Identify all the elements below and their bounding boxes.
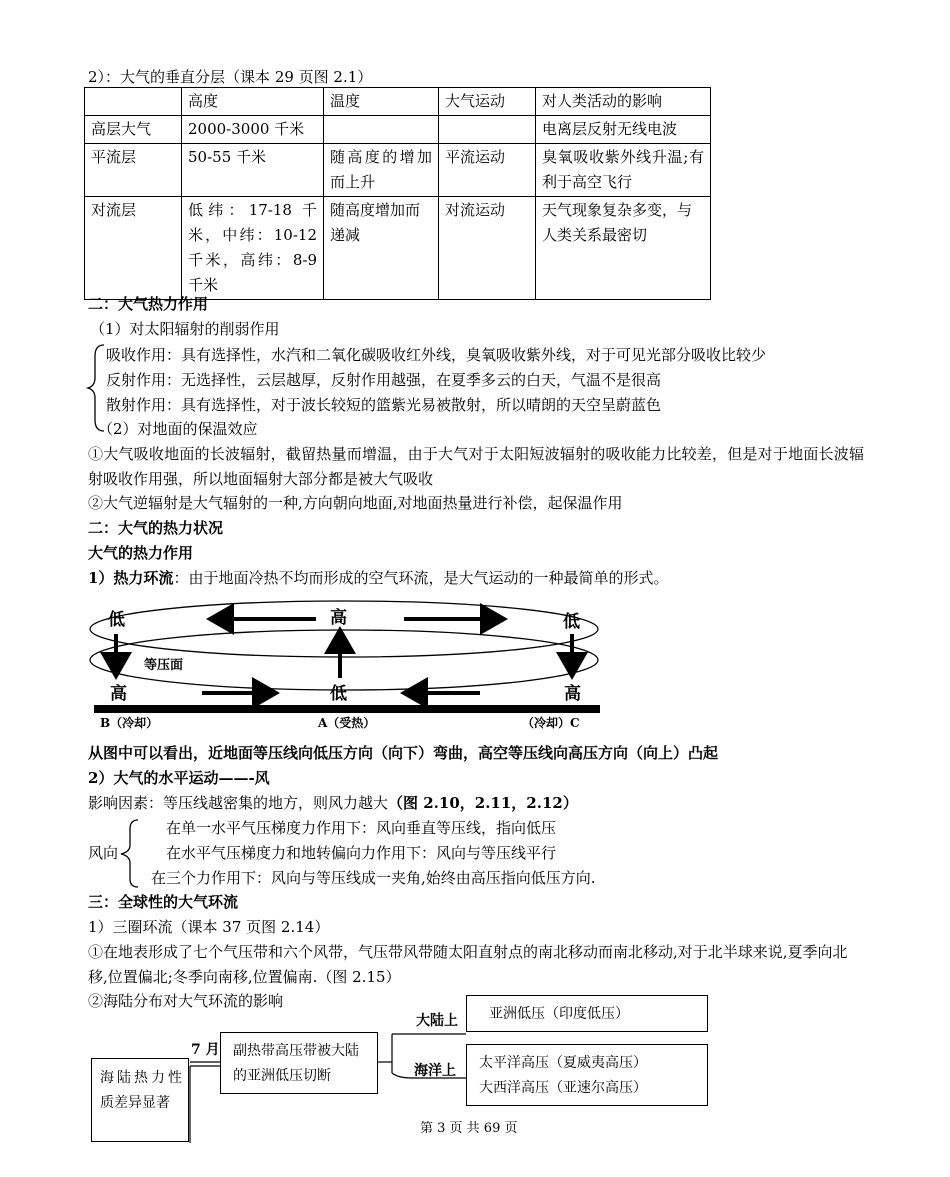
heading-thermal-status: 二：大气的热力状况 xyxy=(88,519,224,537)
table-cell: 高层大气 xyxy=(85,116,182,144)
table-cell: 平流层 xyxy=(85,144,182,197)
paragraph: ①在地表形成了七个气压带和六个风带，气压带风带随太阳直射点的南北移动而南北移动,对于北半球来说,夏季向北移,位置偏北;冬季向南移,位置偏南.（图 2.15） xyxy=(88,943,848,986)
three-cell: 1）三圈环流（课本 37 页图 2.14） xyxy=(88,918,330,936)
flow-sea-box xyxy=(466,1044,708,1106)
sub-weaken: （1）对太阳辐射的削弱作用 xyxy=(90,320,280,338)
table-cell: 平流运动 xyxy=(439,144,536,197)
flow-root-box xyxy=(91,1058,189,1142)
circulation-line xyxy=(88,567,668,588)
section-vertical-title: 2）：大气的垂直分层（课本 29 页图 2.1） xyxy=(88,68,373,86)
brace-icon xyxy=(118,817,140,889)
table-row xyxy=(85,144,711,197)
flow-land-box xyxy=(466,995,708,1032)
heading-thermal-effect: 二：大气热力作用 xyxy=(88,295,209,313)
list-item: 吸收作用：具有选择性，水汽和二氧化碳吸收红外线，臭氧吸收紫外线，对于可见光部分吸收比较少 xyxy=(106,346,767,364)
list-item: 反射作用：无选择性，云层越厚，反射作用越强，在夏季多云的白天，气温不是很高 xyxy=(106,371,662,389)
label-bottom-left: 高 xyxy=(110,684,127,704)
flow-sea-line: 大西洋高压（亚速尔高压） xyxy=(479,1080,647,1096)
paragraph: ①大气吸收地面的长波辐射，截留热量而增温，由于大气对于太阳短波辐射的吸收能力比较差，但是对于地面长波辐射吸收作用强，所以地面辐射大部分都是被大气吸收 xyxy=(88,445,864,488)
table-cell: 对流运动 xyxy=(439,197,536,300)
table-cell xyxy=(324,116,439,144)
heading-thermal-action: 大气的热力作用 xyxy=(88,544,194,562)
wind-factor-text: 影响因素：等压线越密集的地方，则风力越大 xyxy=(88,794,389,812)
list-item: 散射作用：具有选择性，对于波长较短的篮紫光易被散射，所以晴朗的天空呈蔚蓝色 xyxy=(106,396,662,414)
label-top-left: 低 xyxy=(108,610,125,630)
diagram-conclusion: 从图中可以看出，近地面等压线向低压方向（向下）弯曲，高空等压线向高压方向（向上）凸起 xyxy=(88,744,719,762)
flow-land-text: 亚洲低压（印度低压） xyxy=(489,1006,629,1022)
wind-direction-label: 风向 xyxy=(88,844,119,862)
stratification-table xyxy=(84,87,711,300)
table-cell: 低纬：17-18 千米，中纬：10-12 千米，高纬：8-9 千米 xyxy=(182,197,324,300)
flow-month-label: 7 月 xyxy=(191,1042,220,1058)
list-item: 在单一水平气压梯度力作用下：风向垂直等压线，指向低压 xyxy=(166,819,557,837)
table-header-cell: 温度 xyxy=(324,88,439,116)
page-footer: 第 3 页 共 69 页 xyxy=(420,1121,518,1136)
paragraph: ②大气逆辐射是大气辐射的一种,方向朝向地面,对地面热量进行补偿，起保温作用 xyxy=(88,494,623,512)
flow-mid-text: 副热带高压带被大陆的亚洲低压切断 xyxy=(233,1043,359,1084)
list-item: 在水平气压梯度力和地转偏向力作用下：风向与等压线平行 xyxy=(166,844,557,862)
table-row xyxy=(85,116,711,144)
table-cell: 天气现象复杂多变，与人类关系最密切 xyxy=(536,197,711,300)
table-cell: 对流层 xyxy=(85,197,182,300)
table-header-row xyxy=(85,88,711,116)
list-item: 在三个力作用下：风向与等压线成一夹角,始终由高压指向低压方向. xyxy=(151,869,596,887)
label-top-mid: 高 xyxy=(330,608,347,628)
table-cell: 随高度的增加而上升 xyxy=(324,144,439,197)
sub-insulation: （2）对地面的保温效应 xyxy=(98,420,258,438)
circulation-text: ：由于地面冷热不均而形成的空气环流，是大气运动的一种最简单的形式。 xyxy=(173,569,669,587)
land-sea-title: ②海陆分布对大气环流的影响 xyxy=(88,992,284,1010)
table-cell: 随高度增加而递减 xyxy=(324,197,439,300)
flow-sea-line: 太平洋高压（夏威夷高压） xyxy=(479,1055,647,1071)
flow-root-text: 海陆热力性质差异显著 xyxy=(100,1070,182,1111)
flow-sea-label: 海洋上 xyxy=(414,1063,456,1079)
table-cell: 臭氧吸收紫外线升温;有利于高空飞行 xyxy=(536,144,711,197)
wind-figure-ref: （图 2.10，2.11，2.12） xyxy=(388,794,578,812)
circulation-label: 1）热力环流 xyxy=(88,569,174,587)
label-ground-c: （冷却）C xyxy=(522,716,580,730)
table-header-cell: 对人类活动的影响 xyxy=(536,88,711,116)
label-bottom-mid: 低 xyxy=(330,684,347,704)
thermal-circulation-diagram xyxy=(86,598,602,730)
flow-land-label: 大陆上 xyxy=(416,1013,458,1029)
label-top-right: 低 xyxy=(563,612,580,632)
table-cell: 50-55 千米 xyxy=(182,144,324,197)
ground-surface xyxy=(94,705,600,713)
label-isobar: 等压面 xyxy=(144,658,184,673)
heading-global: 三：全球性的大气环流 xyxy=(88,893,239,911)
label-ground-a: A（受热） xyxy=(318,716,376,730)
table-header-cell: 高度 xyxy=(182,88,324,116)
flow-mid-box xyxy=(220,1032,378,1094)
heading-wind: 2）大气的水平运动——-风 xyxy=(88,769,270,787)
table-header-cell xyxy=(85,88,182,116)
label-bottom-right: 高 xyxy=(564,684,581,704)
table-cell xyxy=(439,116,536,144)
label-ground-b: B（冷却） xyxy=(100,716,159,730)
wind-factor xyxy=(88,792,578,813)
table-row xyxy=(85,197,711,300)
table-header-cell: 大气运动 xyxy=(439,88,536,116)
table-cell: 电离层反射无线电波 xyxy=(536,116,711,144)
table-cell: 2000-3000 千米 xyxy=(182,116,324,144)
